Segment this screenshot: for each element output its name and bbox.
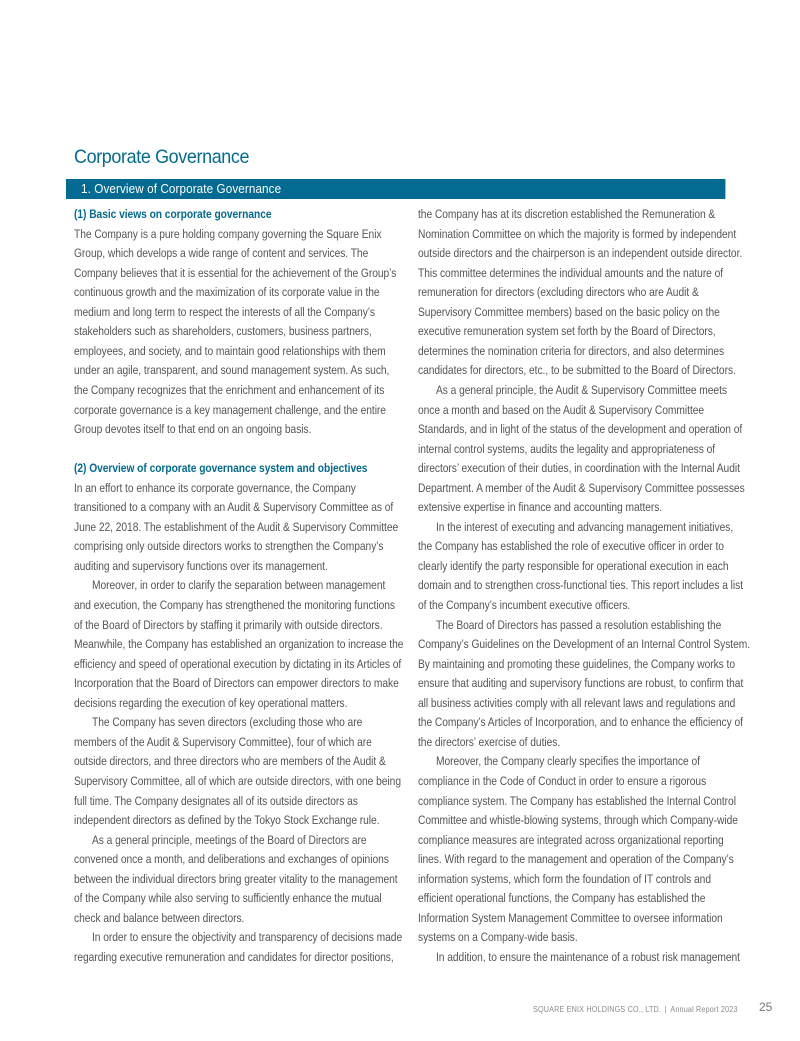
text-line: compliance in the Code of Conduct in order to ensure a rigorous	[418, 773, 707, 788]
text-line: of the Company while also serving to sufficiently enhance the mutual	[74, 891, 382, 906]
text-line: all business activities comply with all relevant laws and regulations and	[418, 695, 736, 710]
text-line: The Board of Directors has passed a resolution establishing the	[436, 617, 722, 632]
text-line: outside directors, and three directors who are members of the Audit &	[74, 754, 386, 769]
text-line: outside directors and the chairperson is an independent outside director.	[418, 246, 743, 261]
text-line: the Company recognizes that the enrichment and enhancement of its	[74, 382, 385, 397]
text-line: of the Company’s incumbent executive officers.	[418, 598, 631, 612]
text-line: Nomination Committee on which the majority is formed by independent	[418, 226, 737, 241]
text-line: medium and long term to respect the interests of all the Company’s	[74, 304, 375, 319]
text-line: In the interest of executing and advancing management initiatives,	[436, 519, 734, 534]
text-line: systems on a Company-wide basis.	[418, 930, 578, 945]
text-line: Standards, and in light of the status of the development and operation of	[418, 422, 743, 437]
text-line: between the individual directors bring greater vitality to the management	[74, 871, 398, 886]
text-line: lines. With regard to the management and operation of the Company’s	[418, 852, 734, 867]
section-heading-bar	[66, 179, 726, 199]
text-line: under an agile, transparent, and sound management system. As such,	[74, 363, 390, 378]
text-line: Meanwhile, the Company has established an organization to increase the	[74, 637, 404, 652]
text-line: The Company has seven directors (excluding those who are	[92, 715, 363, 730]
text-line: continuous growth and the maximization of its corporate value in the	[74, 285, 380, 300]
text-line: Committee and whistle-blowing systems, through which Company-wide	[418, 813, 738, 828]
text-line: Group, which develops a wide range of content and services. The	[74, 246, 369, 261]
page-title: Corporate Governance	[74, 146, 250, 168]
text-line: regarding executive remuneration and candidates for director positions,	[74, 949, 394, 964]
text-line: decisions regarding the execution of key operational matters.	[74, 695, 348, 710]
footer-company: SQUARE ENIX HOLDINGS CO., LTD.	[533, 1005, 662, 1014]
text-line: executive remuneration system set forth by the Board of Directors,	[418, 324, 716, 339]
text-line: ensure that auditing and supervisory functions are robust, to confirm that	[418, 676, 744, 691]
text-line: transitioned to a company with an Audit & Supervisory Committee as of	[74, 500, 394, 515]
footer-report-title: Annual Report 2023	[670, 1005, 738, 1014]
text-line: June 22, 2018. The establishment of the Audit & Supervisory Committee	[74, 519, 399, 534]
text-line: comprising only outside directors works to strengthen the Company’s	[74, 539, 384, 554]
text-line: Moreover, in order to clarify the separation between management	[92, 578, 386, 593]
text-line: auditing and supervisory functions over its management.	[74, 558, 328, 573]
text-line: remuneration for directors (excluding directors who are Audit &	[418, 285, 699, 300]
text-line: stakeholders such as shareholders, customers, business partners,	[74, 324, 372, 339]
text-line: extensive expertise in finance and accounting matters.	[418, 500, 663, 515]
text-line: Supervisory Committee, all of which are outside directors, with one being	[74, 773, 401, 788]
subheading: (1) Basic views on corporate governance	[74, 207, 272, 221]
text-line: efficient operational functions, the Company has established the	[418, 891, 706, 906]
text-line: convened once a month, and deliberations and exchanges of opinions	[74, 852, 389, 867]
text-line: efficiency and speed of operational execution by dictating in its Articles of	[74, 656, 402, 671]
text-line: candidates for directors, etc., to be submitted to the Board of Directors.	[418, 363, 736, 378]
page-number: 25	[759, 1000, 773, 1014]
text-line: information systems, which form the foundation of IT controls and	[418, 871, 711, 886]
text-line: In order to ensure the objectivity and transparency of decisions made	[92, 930, 403, 945]
text-line: As a general principle, meetings of the Board of Directors are	[92, 832, 367, 847]
text-line: members of the Audit & Supervisory Committee), four of which are	[74, 734, 372, 749]
text-line: independent directors as defined by the Tokyo Stock Exchange rule.	[74, 813, 380, 828]
text-line: In an effort to enhance its corporate governance, the Company	[74, 480, 356, 495]
text-line: compliance system. The Company has established the Internal Control	[418, 793, 736, 808]
text-line: and execution, the Company has strengthened the monitoring functions	[74, 598, 395, 612]
text-line: This committee determines the individual amounts and the nature of	[418, 265, 724, 280]
text-line: the Company’s Articles of Incorporation, and to enhance the efficiency of	[418, 715, 743, 730]
footer-separator: |	[664, 1005, 667, 1014]
footer	[533, 1005, 738, 1014]
text-line: compliance measures are integrated across organizational reporting	[418, 832, 724, 847]
text-line: full time. The Company designates all of its outside directors as	[74, 793, 358, 808]
text-line: Department. A member of the Audit & Supervisory Committee possesses	[418, 480, 745, 495]
text-line: domain and to strengthen cross-functional ties. This report includes a list	[418, 578, 744, 593]
section-heading: 1. Overview of Corporate Governance	[81, 181, 282, 196]
text-line: once a month and based on the Audit & Supervisory Committee	[418, 402, 705, 417]
text-line: By maintaining and promoting these guidelines, the Company works to	[418, 656, 736, 671]
text-line: Incorporation that the Board of Directors can empower directors to make	[74, 676, 399, 691]
text-line: As a general principle, the Audit & Supervisory Committee meets	[436, 382, 727, 397]
text-line: check and balance between directors.	[74, 910, 245, 925]
text-line: employees, and society, and to maintain good relationships with them	[74, 343, 386, 358]
text-line: Supervisory Committee members) based on the basic policy on the	[418, 304, 720, 319]
text-line: directors’ execution of their duties, in coordination with the Internal Audit	[418, 461, 740, 476]
text-line: Company believes that it is essential for the achievement of the Group’s	[74, 265, 397, 280]
text-line: internal control systems, audits the legality and appropriateness of	[418, 441, 716, 456]
text-line: Information System Management Committee to oversee information	[418, 910, 723, 925]
text-line: the Company has at its discretion established the Remuneration &	[418, 207, 716, 221]
text-line: Moreover, the Company clearly specifies the importance of	[436, 754, 700, 769]
text-line: of the Board of Directors by staffing it primarily with outside directors.	[74, 617, 383, 632]
text-line: Group devotes itself to that end on an ongoing basis.	[74, 422, 312, 437]
text-line: In addition, to ensure the maintenance of a robust risk management	[436, 949, 740, 964]
text-line: clearly identify the party responsible for operational execution in each	[418, 558, 729, 573]
text-line: Company’s Guidelines on the Development of an Internal Control System.	[418, 637, 751, 652]
subheading: (2) Overview of corporate governance system and objectives	[74, 461, 368, 476]
text-line: The Company is a pure holding company governing the Square Enix	[74, 226, 382, 241]
text-line: the directors’ exercise of duties.	[418, 734, 561, 749]
text-line: corporate governance is a key management challenge, and the entire	[74, 402, 386, 417]
text-line: determines the nomination criteria for directors, and also determines	[418, 343, 725, 358]
text-line: the Company has established the role of executive officer in order to	[418, 539, 724, 554]
